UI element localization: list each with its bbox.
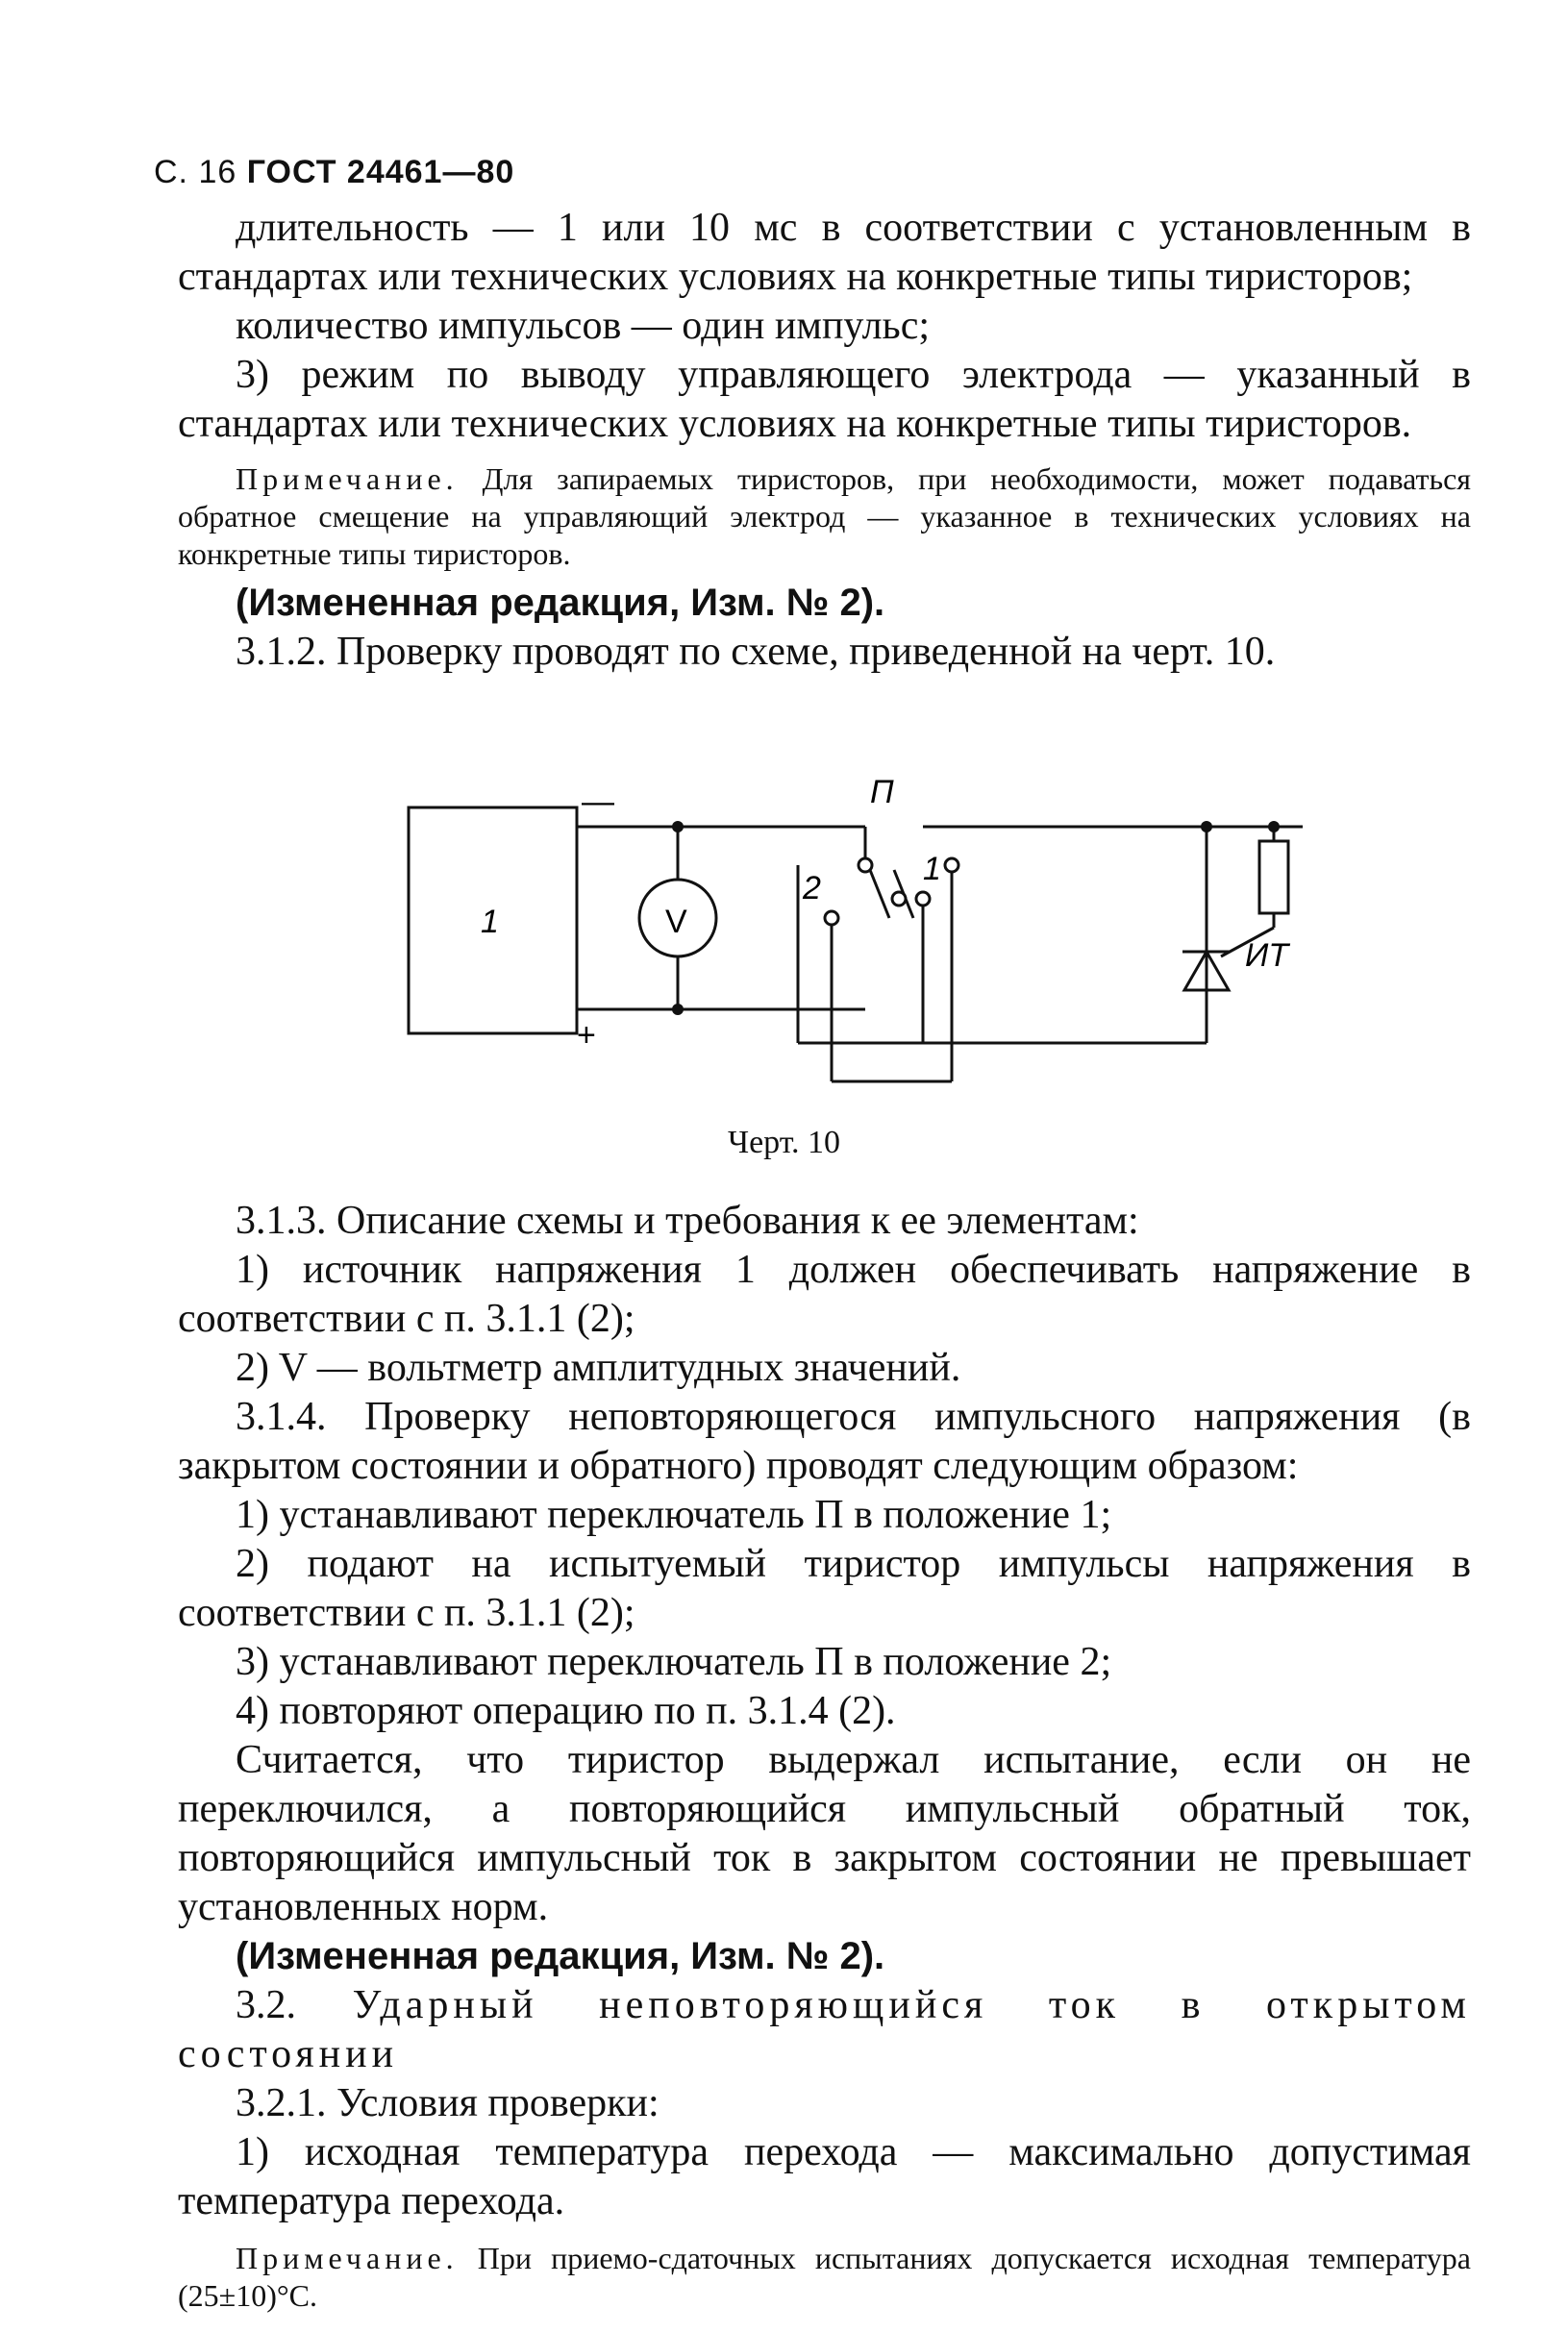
switch-contact	[945, 858, 958, 872]
section-title: Ударный неповторяющийся ток в открытом состоянии	[178, 1983, 1471, 2076]
figure-caption: Черт. 10	[727, 1125, 841, 1160]
paragraph: 3) режим по выводу управляющего электрода — указанный в стандартах или технических условиях на конкретные типы тиристоров.	[178, 353, 1471, 446]
paragraph: 1) устанавливают переключатель П в положение 1;	[236, 1493, 1112, 1537]
plus-label: +	[577, 1017, 596, 1054]
note-label: Примечание.	[236, 461, 459, 496]
page-number: С. 16	[154, 154, 237, 190]
paragraph: 2) подают на испытуемый тиристор импульсы напряжения в соответствии с п. 3.1.1 (2);	[178, 1542, 1471, 1635]
paragraph: 1) исходная температура перехода — максимально допустимая температура перехода.	[178, 2130, 1471, 2223]
paragraph: 3.1.4. Проверку неповторяющегося импульсного напряжения (в закрытом состоянии и обратного) проводят следующим образом:	[178, 1395, 1471, 1488]
source-label: 1	[481, 904, 499, 940]
section-heading	[178, 1981, 1471, 2079]
paragraph: длительность — 1 или 10 мс в соответствии с установленным в стандартах или технических условиях на конкретные типы тиристоров;	[178, 206, 1471, 299]
switch-contact	[892, 892, 906, 906]
switch-contact	[825, 911, 838, 925]
switch-label: П	[870, 774, 894, 810]
paragraph: 3.1.2. Проверку проводят по схеме, приведенной на черт. 10.	[236, 630, 1276, 674]
paragraph: 2) V — вольтметр амплитудных значений.	[236, 1346, 961, 1390]
note-label: Примечание.	[236, 2241, 459, 2275]
amendment: (Измененная редакция, Изм. № 2).	[236, 1935, 885, 1977]
switch-lever	[870, 870, 889, 918]
paragraph: 3.2.1. Условия проверки:	[236, 2081, 660, 2125]
minus-label: —	[582, 783, 614, 820]
paragraph: 1) источник напряжения 1 должен обеспечивать напряжение в соответствии с п. 3.1.1 (2);	[178, 1248, 1471, 1341]
note	[178, 2240, 1471, 2315]
node	[672, 821, 684, 832]
note-text: Для запираемых тиристоров, при необходимости, может подаваться обратное смещение на управляющий электрод — указанное в технических условиях на конкретные типы тиристоров.	[178, 461, 1472, 571]
paragraph: 4) повторяют операцию по п. 3.1.4 (2).	[236, 1689, 896, 1733]
paragraph: 3) устанавливают переключатель П в положение 2;	[236, 1640, 1112, 1684]
circuit-diagram	[0, 0, 1568, 1115]
standard-title: ГОСТ 24461—80	[246, 154, 515, 190]
position-2-label: 2	[803, 870, 821, 906]
paragraph: Считается, что тиристор выдержал испытание, если он не переключился, а повторяющийся импульсный обратный ток, повторяющийся импульсный ток в закрытом состоянии не превышает установленных норм.	[178, 1738, 1471, 1929]
node	[1201, 821, 1212, 832]
text-block-bottom	[178, 1197, 1471, 2315]
node	[672, 1004, 684, 1015]
switch-contact	[916, 892, 930, 906]
section-number: 3.2.	[236, 1983, 296, 2027]
note-text: При приемо-сдаточных испытаниях допускается исходная температура (25±10)°С.	[178, 2241, 1472, 2313]
dut-label: ИТ	[1245, 937, 1289, 974]
position-1-label: 1	[923, 851, 941, 887]
resistor	[1259, 841, 1288, 913]
voltmeter-label: V	[665, 904, 687, 940]
paragraph: 3.1.3. Описание схемы и требования к ее элементам:	[236, 1199, 1139, 1243]
switch-contact	[859, 858, 872, 872]
amendment: (Измененная редакция, Изм. № 2).	[236, 582, 885, 624]
paragraph: количество импульсов — один импульс;	[236, 304, 930, 348]
node	[1268, 821, 1280, 832]
